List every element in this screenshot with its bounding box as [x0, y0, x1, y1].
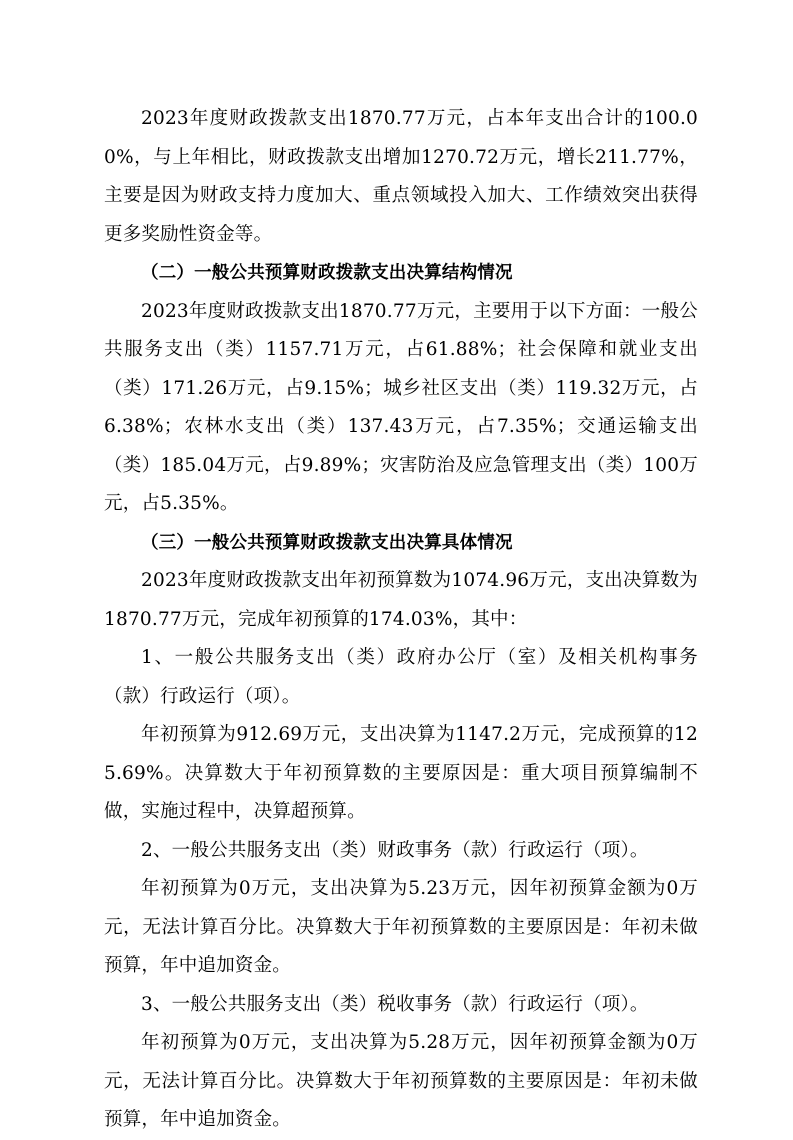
- paragraph-expenditure-structure: 2023年度财政拨款支出1870.77万元，主要用于以下方面：一般公共服务支出（类）1157.71万元，占61.88%；社会保障和就业支出（类）171.26万元，占9.15%；城乡社区支出（类）119.32万元，占6.38%；农林水支出（类）137.43万元，占7.35%；交通运输支出（类）185.04万元，占9.89%；灾害防治及应急管理支出（类）100万元，占5.35%。: [104, 300, 698, 514]
- section-heading-structure: （二）一般公共预算财政拨款支出决算结构情况: [141, 263, 513, 283]
- item-2-title: 2、一般公共服务支出（类）财政事务（款）行政运行（项）。: [141, 839, 649, 861]
- item-3-title: 3、一般公共服务支出（类）税收事务（款）行政运行（项）。: [141, 993, 649, 1015]
- item-1-title: 1、一般公共服务支出（类）政府办公厅（室）及相关机构事务（款）行政运行（项）。: [104, 647, 698, 707]
- item-1-detail: 年初预算为912.69万元，支出决算为1147.2万元，完成预算的125.69%。决算数大于年初预算数的主要原因是：重大项目预算编制不做，实施过程中，决算超预算。: [104, 724, 698, 822]
- item-3-detail: 年初预算为0万元，支出决算为5.28万元，因年初预算金额为0万元，无法计算百分比。决算数大于年初预算数的主要原因是：年初未做预算，年中追加资金。: [104, 1032, 698, 1130]
- item-2-detail: 年初预算为0万元，支出决算为5.23万元，因年初预算金额为0万元，无法计算百分比。决算数大于年初预算数的主要原因是：年初未做预算，年中追加资金。: [104, 878, 698, 976]
- paragraph-expenditure-overview: 2023年度财政拨款支出1870.77万元，占本年支出合计的100.00%，与上年相比，财政拨款支出增加1270.72万元，增长211.77%，主要是因为财政支持力度加大、重点领域投入加大、工作绩效突出获得更多奖励性资金等。: [104, 108, 698, 245]
- document-body: [104, 100, 698, 1140]
- section-heading-details: （三）一般公共预算财政拨款支出决算具体情况: [141, 532, 513, 553]
- paragraph-budget-completion: 2023年度财政拨款支出年初预算数为1074.96万元，支出决算数为1870.77万元，完成年初预算的174.03%，其中：: [104, 570, 698, 630]
